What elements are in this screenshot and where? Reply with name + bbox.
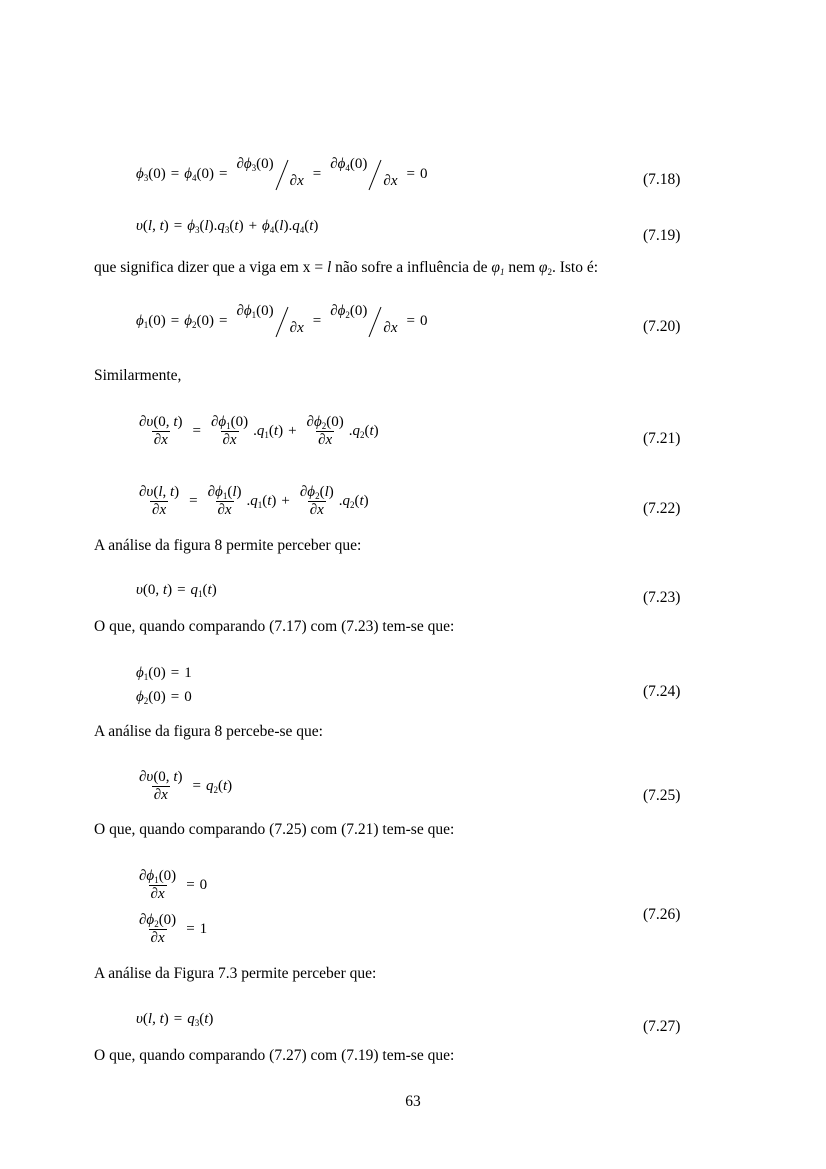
- equation-number: (7.18): [643, 171, 681, 188]
- text-run: 1: [499, 267, 505, 277]
- paragraph: [94, 259, 598, 277]
- equation-number: (7.27): [643, 1018, 681, 1035]
- text-run: que significa dizer que a viga em x =: [94, 259, 327, 276]
- equation-7-23: υ(0, t) = $q_1(t)$: [136, 582, 217, 599]
- paragraph: A análise da figura 8 permite perceber que:: [94, 537, 362, 554]
- paragraph: A análise da figura 8 percebe-se que:: [94, 723, 323, 740]
- text-run: 2: [547, 267, 552, 277]
- text-run: φ: [491, 259, 500, 276]
- equation-number: (7.24): [643, 683, 681, 700]
- paragraph: O que, quando comparando (7.17) com (7.23) tem-se que:: [94, 618, 455, 635]
- equation-number: (7.19): [643, 227, 681, 244]
- text-run: . Isto é:: [551, 259, 599, 276]
- text-run: nem: [504, 259, 539, 276]
- equation-7-20: $\phi_1(0)$ = $\phi_2(0)$ = $\partial\phi_1(0)$ ∂x = $\partial\phi_2(0)$ ∂x = 0: [136, 303, 428, 336]
- text-run: l: [326, 259, 332, 276]
- equation-7-25: $\frac{\partial\upsilon(0, t)}{\partial x}$ = $q_2(t)$: [139, 769, 233, 803]
- paragraph: Similarmente,: [94, 367, 182, 384]
- equation-number: (7.20): [643, 318, 681, 335]
- equation-7-27: υ(l, t) = $q_3(t)$: [136, 1011, 214, 1028]
- equation-7-24-line1: $\phi_1(0)$ = 1: [136, 665, 192, 682]
- text-run: φ: [538, 259, 548, 276]
- equation-number: (7.23): [643, 589, 681, 606]
- paragraph: A análise da Figura 7.3 permite perceber que:: [94, 965, 377, 982]
- page-number: 63: [405, 1093, 421, 1110]
- equation-7-24-line2: $\phi_2(0)$ = 0: [136, 689, 192, 706]
- equation-7-26-line2: $\frac{\partial\phi_2(0)}{\partial x}$ = 1: [139, 912, 208, 946]
- paragraph: O que, quando comparando (7.25) com (7.21) tem-se que:: [94, 821, 455, 838]
- equation-7-26-line1: $\frac{\partial\phi_1(0)}{\partial x}$ = 0: [139, 868, 208, 902]
- equation-number: (7.21): [643, 430, 681, 447]
- equation-number: (7.25): [643, 787, 681, 804]
- equation-number: (7.26): [643, 906, 681, 923]
- text-run: não sofre a influência de: [331, 259, 492, 276]
- equation-7-18: $\phi_3(0)$ = $\phi_4(0)$ = $\partial\phi_3(0)$ ∂x = $\partial\phi_4(0)$ ∂x = 0: [136, 156, 428, 189]
- equation-number: (7.22): [643, 500, 681, 517]
- equation-7-19: υ(l, t) = $\phi_3(l).q_3(t)$ + $\phi_4(l).q_4(t)$: [136, 218, 319, 235]
- equation-7-22: $\frac{\partial\upsilon(l, t)}{\partial x}$ = $\frac{\partial\phi_1(l)}{\partial x}$ $.q_1(t)$ + $\frac{\partial\phi_2(l)}{\partial x}$ $.q_2(t)$: [139, 484, 369, 518]
- equation-7-21: $\frac{\partial\upsilon(0, t)}{\partial x}$ = $\frac{\partial\phi_1(0)}{\partial x}$ $.q_1(t)$ + $\frac{\partial\phi_2(0)}{\partial x}$ $.q_2(t)$: [139, 414, 379, 448]
- paragraph: O que, quando comparando (7.27) com (7.19) tem-se que:: [94, 1047, 455, 1064]
